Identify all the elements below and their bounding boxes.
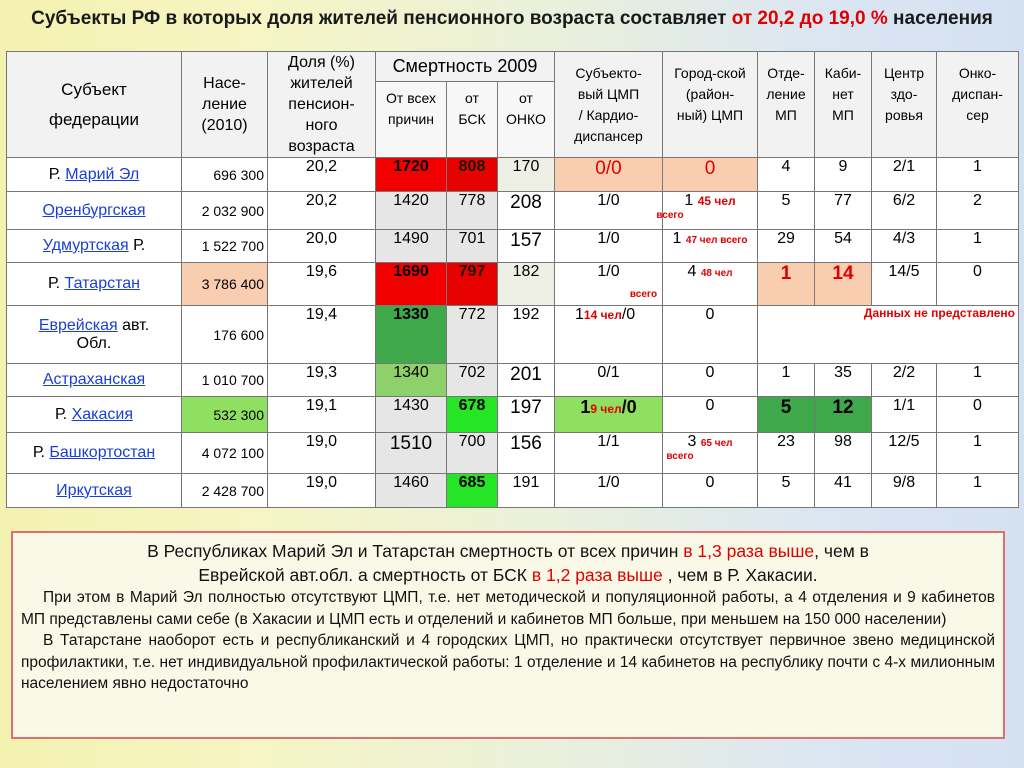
mort-bsk-cell: 701: [447, 230, 498, 263]
mort-bsk-cell: 772: [447, 306, 498, 364]
mort-onko-cell: 192: [498, 306, 555, 364]
subj-cmp-cell: 1/0 всего: [555, 263, 663, 306]
header-subject-cmp: Субъекто- вый ЦМП / Кардио- диспансер: [555, 52, 663, 158]
subject-link[interactable]: Марий Эл: [65, 165, 140, 183]
header-mort-all: От всех причин: [376, 82, 447, 158]
dept-cell: 4: [758, 158, 815, 192]
share-cell: 20,2: [268, 158, 376, 192]
mort-onko-cell: 197: [498, 397, 555, 433]
mort-all-cell: 1340: [376, 364, 447, 397]
onko-cell: 0: [937, 397, 1019, 433]
mort-bsk-cell: 700: [447, 433, 498, 474]
mort-all-cell: 1330: [376, 306, 447, 364]
subject-link[interactable]: Еврейская: [38, 316, 118, 334]
city-cmp-cell: 0: [663, 364, 758, 397]
share-cell: 19,1: [268, 397, 376, 433]
population-cell: 532 300: [182, 397, 268, 433]
cab-cell: 54: [815, 230, 872, 263]
header-mortality: Смертность 2009: [376, 52, 555, 82]
dept-cell: 5: [758, 397, 815, 433]
subject-link[interactable]: Удмуртская: [42, 237, 129, 254]
page-title: [0, 8, 1024, 30]
mort-all-cell: 1490: [376, 230, 447, 263]
mort-bsk-cell: 685: [447, 474, 498, 508]
header-mort-bsk: от БСК: [447, 82, 498, 158]
mort-all-cell: 1460: [376, 474, 447, 508]
population-cell: 696 300: [182, 158, 268, 192]
subj-cmp-cell: 19 чел/0: [555, 397, 663, 433]
mort-onko-cell: 182: [498, 263, 555, 306]
dept-cell: 1: [758, 364, 815, 397]
subj-cmp-cell: 114 чел/0: [555, 306, 663, 364]
header-department: Отде- ление МП: [758, 52, 815, 158]
subject-link[interactable]: Оренбургская: [42, 201, 146, 219]
onko-cell: 1: [937, 433, 1019, 474]
subject-cell: Р. Башкортостан: [7, 433, 182, 474]
subj-cmp-cell: 1/0: [555, 192, 663, 230]
city-cmp-cell: 4 48 чел: [663, 263, 758, 306]
summary-lead: В Республиках Марий Эл и Татарстан смертность от всех причин в 1,3 раза выше, чем в Еврейской авт.обл. а смертность от БСК в 1,2 раза выше , чем в Р. Хакасии.: [147, 541, 869, 585]
subject-link[interactable]: Татарстан: [64, 275, 140, 292]
dept-cell: 5: [758, 192, 815, 230]
table-row: [7, 306, 1019, 364]
share-cell: 19,6: [268, 263, 376, 306]
onko-cell: 2: [937, 192, 1019, 230]
city-cmp-cell: 0: [663, 306, 758, 364]
city-cmp-cell: 0: [663, 474, 758, 508]
population-cell: 1 010 700: [182, 364, 268, 397]
mort-all-cell: 1690: [376, 263, 447, 306]
subj-cmp-cell: 1/0: [555, 474, 663, 508]
health-cell: 2/2: [872, 364, 937, 397]
subject-cell: [7, 474, 182, 508]
subject-cell: Еврейская авт. Обл.: [7, 306, 182, 364]
population-cell: 2 032 900: [182, 192, 268, 230]
city-cmp-cell: 1 47 чел всего: [663, 230, 758, 263]
summary-box: [11, 531, 1005, 739]
population-cell: 2 428 700: [182, 474, 268, 508]
table-row: [7, 364, 1019, 397]
health-cell: 6/2: [872, 192, 937, 230]
table-row: [7, 192, 1019, 230]
mort-all-cell: 1720: [376, 158, 447, 192]
table-row: [7, 158, 1019, 192]
mort-bsk-cell: 678: [447, 397, 498, 433]
share-cell: 19,4: [268, 306, 376, 364]
subject-cell: Р. Татарстан: [7, 263, 182, 306]
health-cell: 2/1: [872, 158, 937, 192]
onko-cell: 0: [937, 263, 1019, 306]
mort-bsk-cell: 778: [447, 192, 498, 230]
title-highlight: от 20,2 до 19,0 %: [731, 8, 888, 29]
mort-onko-cell: 157: [498, 230, 555, 263]
dept-cell: 29: [758, 230, 815, 263]
subject-link[interactable]: Иркутская: [56, 481, 132, 499]
table-row: [7, 397, 1019, 433]
header-cabinet: Каби- нет МП: [815, 52, 872, 158]
subj-cmp-cell: 0/1: [555, 364, 663, 397]
mort-onko-cell: 156: [498, 433, 555, 474]
summary-paragraph-1: При этом в Марий Эл полностью отсутствуют ЦМП, т.е. нет методической и популяционной работы, а 4 отделения и 9 кабинетов МП представлены сами себе (в Хакасии и ЦМП есть и отделений и кабинетов МП больше, при меньшем на 150 000 населении): [21, 589, 995, 628]
health-cell: 12/5: [872, 433, 937, 474]
summary-paragraph-2: В Татарстане наоборот есть и республиканский и 4 городских ЦМП, но практически отсутствует первичное звено медицинской профилактики, т.е. нет индивидуальной профилактической работы: 1 отделение и 14 кабинетов на республику почти с 4-х милионным населением явно недостаточно: [21, 632, 995, 692]
mort-onko-cell: 208: [498, 192, 555, 230]
subj-cmp-cell: 1/0: [555, 230, 663, 263]
share-cell: 19,3: [268, 364, 376, 397]
cab-cell: 12: [815, 397, 872, 433]
header-population: Насе- ление (2010): [182, 52, 268, 158]
table-row: [7, 263, 1019, 306]
cab-cell: 77: [815, 192, 872, 230]
cab-cell: 98: [815, 433, 872, 474]
header-onko-dispensary: Онко- диспан- сер: [937, 52, 1019, 158]
share-cell: 20,0: [268, 230, 376, 263]
table-row: [7, 230, 1019, 263]
subj-cmp-cell: 0/0: [555, 158, 663, 192]
share-cell: 19,0: [268, 433, 376, 474]
cab-cell: 14: [815, 263, 872, 306]
onko-cell: 1: [937, 158, 1019, 192]
health-cell: 9/8: [872, 474, 937, 508]
subject-cell: Р. Марий Эл: [7, 158, 182, 192]
dept-cell: 1: [758, 263, 815, 306]
health-cell: 14/5: [872, 263, 937, 306]
subject-cell: [7, 192, 182, 230]
city-cmp-cell: 0: [663, 158, 758, 192]
city-cmp-cell: 3 65 чел всего: [663, 433, 758, 474]
mort-bsk-cell: 702: [447, 364, 498, 397]
cab-cell: 35: [815, 364, 872, 397]
city-cmp-cell: 1 45 чел всего: [663, 192, 758, 230]
header-mort-onko: от ОНКО: [498, 82, 555, 158]
subject-link[interactable]: Хакасия: [71, 405, 133, 423]
share-cell: 19,0: [268, 474, 376, 508]
subject-link[interactable]: Башкортостан: [49, 444, 156, 461]
onko-cell: 1: [937, 364, 1019, 397]
dept-cell: 23: [758, 433, 815, 474]
header-health-center: Центр здо- ровья: [872, 52, 937, 158]
subjects-table: [6, 51, 1019, 508]
health-cell: 1/1: [872, 397, 937, 433]
title-suffix: населения: [887, 8, 993, 29]
health-cell: 4/3: [872, 230, 937, 263]
onko-cell: 1: [937, 230, 1019, 263]
mort-all-cell: 1420: [376, 192, 447, 230]
mort-bsk-cell: 808: [447, 158, 498, 192]
table-row: [7, 433, 1019, 474]
city-cmp-cell: 0: [663, 397, 758, 433]
mort-onko-cell: 191: [498, 474, 555, 508]
mort-bsk-cell: 797: [447, 263, 498, 306]
subject-cell: [7, 364, 182, 397]
share-cell: 20,2: [268, 192, 376, 230]
population-cell: 4 072 100: [182, 433, 268, 474]
cab-cell: 9: [815, 158, 872, 192]
no-data-note: Данных не представлено: [758, 306, 1019, 364]
subj-cmp-cell: 1/1: [555, 433, 663, 474]
header-subject: Субъект федерации: [7, 52, 182, 158]
population-cell: 1 522 700: [182, 230, 268, 263]
cab-cell: 41: [815, 474, 872, 508]
title-text: Субъекты РФ в которых доля жителей пенсионного возраста составляет: [31, 8, 732, 29]
mort-onko-cell: 170: [498, 158, 555, 192]
subject-cell: Р. Хакасия: [7, 397, 182, 433]
header-pension-share: Доля (%) жителей пенсион- ного возраста: [268, 52, 376, 158]
subject-link[interactable]: Астраханская: [42, 371, 146, 388]
dept-cell: 5: [758, 474, 815, 508]
mort-onko-cell: 201: [498, 364, 555, 397]
population-cell: 3 786 400: [182, 263, 268, 306]
onko-cell: 1: [937, 474, 1019, 508]
mort-all-cell: 1430: [376, 397, 447, 433]
table-row: [7, 474, 1019, 508]
subject-cell: Удмуртская Р.: [7, 230, 182, 263]
population-cell: 176 600: [182, 306, 268, 364]
mort-all-cell: 1510: [376, 433, 447, 474]
header-city-cmp: Город-ской (район- ный) ЦМП: [663, 52, 758, 158]
